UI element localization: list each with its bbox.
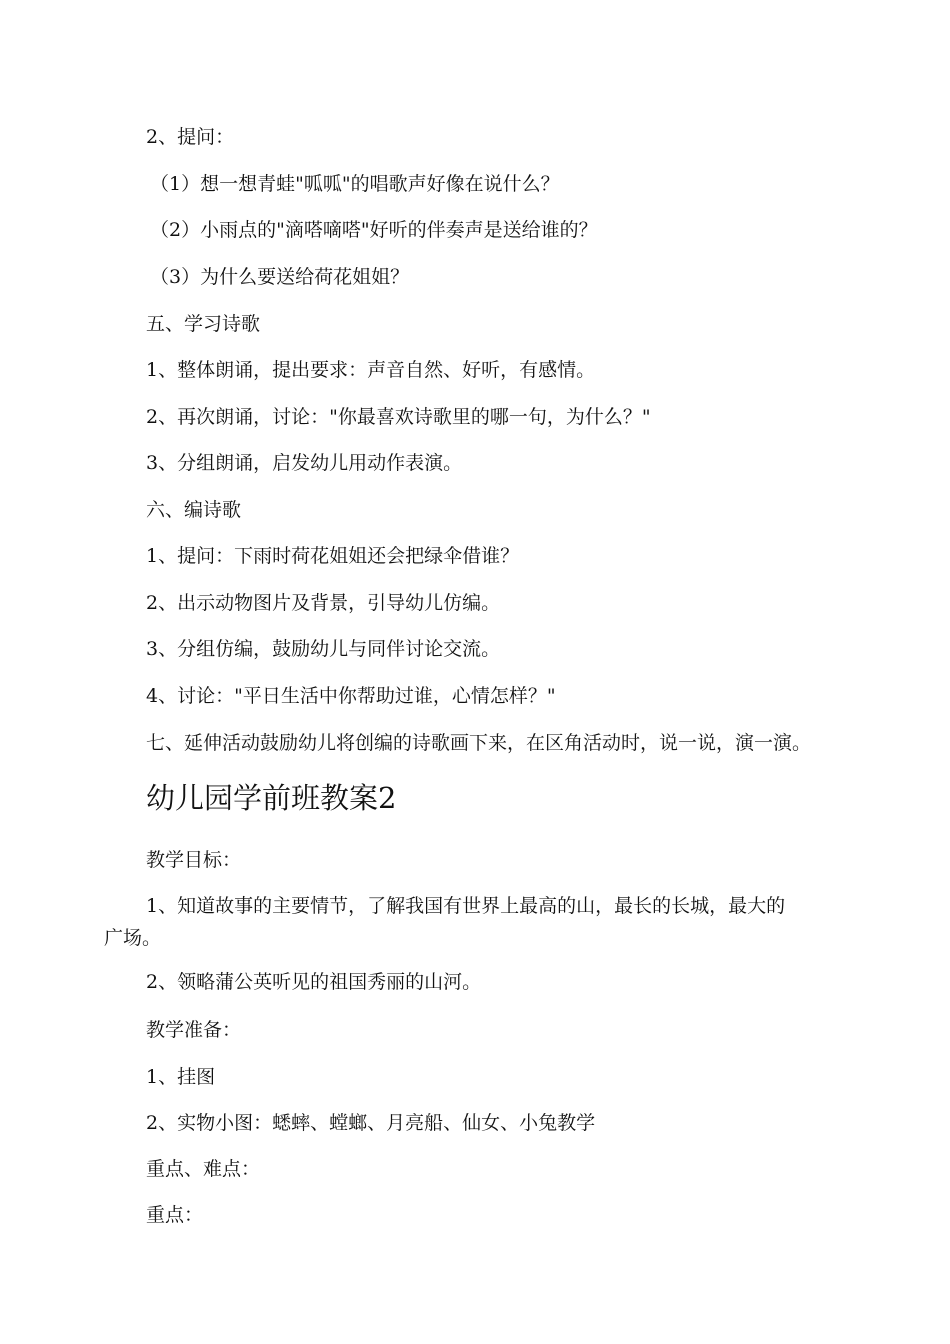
text-line: 七、延伸活动鼓励幼儿将创编的诗歌画下来，在区角活动时，说一说，演一演。 [146, 732, 812, 754]
text-line: 2、出示动物图片及背景，引导幼儿仿编。 [146, 592, 501, 614]
text-line: 2、提问： [146, 126, 235, 148]
label-teaching-goals: 教学目标： [146, 849, 242, 871]
text-line: （1）想一想青蛙"呱呱"的唱歌声好像在说什么？ [150, 173, 560, 195]
label-teaching-prep: 教学准备： [146, 1019, 242, 1041]
text-line: 3、分组仿编，鼓励幼儿与同伴讨论交流。 [146, 638, 501, 660]
label-key-point: 重点： [146, 1204, 204, 1226]
text-line: 1、提问：下雨时荷花姐姐还会把绿伞借谁？ [146, 545, 520, 567]
text-line: 4、讨论："平日生活中你帮助过谁，心情怎样？" [146, 685, 556, 707]
text-line: 2、实物小图：蟋蟀、螳螂、月亮船、仙女、小兔教学 [146, 1112, 596, 1134]
text-line: 2、领略蒲公英听见的祖国秀丽的山河。 [146, 971, 482, 993]
text-line: （3）为什么要送给荷花姐姐？ [150, 266, 410, 288]
section-title: 幼儿园学前班教案2 [146, 781, 397, 815]
text-paragraph [104, 890, 836, 954]
text-line: 1、挂图 [146, 1066, 216, 1088]
text-line: 1、知道故事的主要情节，了解我国有世界上最高的山，最长的长城，最大的 [146, 895, 786, 917]
label-key-points: 重点、难点： [146, 1158, 261, 1180]
text-line-continued: 广场。 [104, 927, 162, 949]
text-line: 1、整体朗诵，提出要求：声音自然、好听，有感情。 [146, 359, 596, 381]
section-heading-line: 五、学习诗歌 [146, 313, 261, 335]
text-line: 3、分组朗诵，启发幼儿用动作表演。 [146, 452, 463, 474]
text-line: （2）小雨点的"滴嗒嘀嗒"好听的伴奏声是送给谁的？ [150, 219, 598, 241]
section-heading-line: 六、编诗歌 [146, 499, 242, 521]
text-line: 2、再次朗诵，讨论："你最喜欢诗歌里的哪一句，为什么？" [146, 406, 651, 428]
